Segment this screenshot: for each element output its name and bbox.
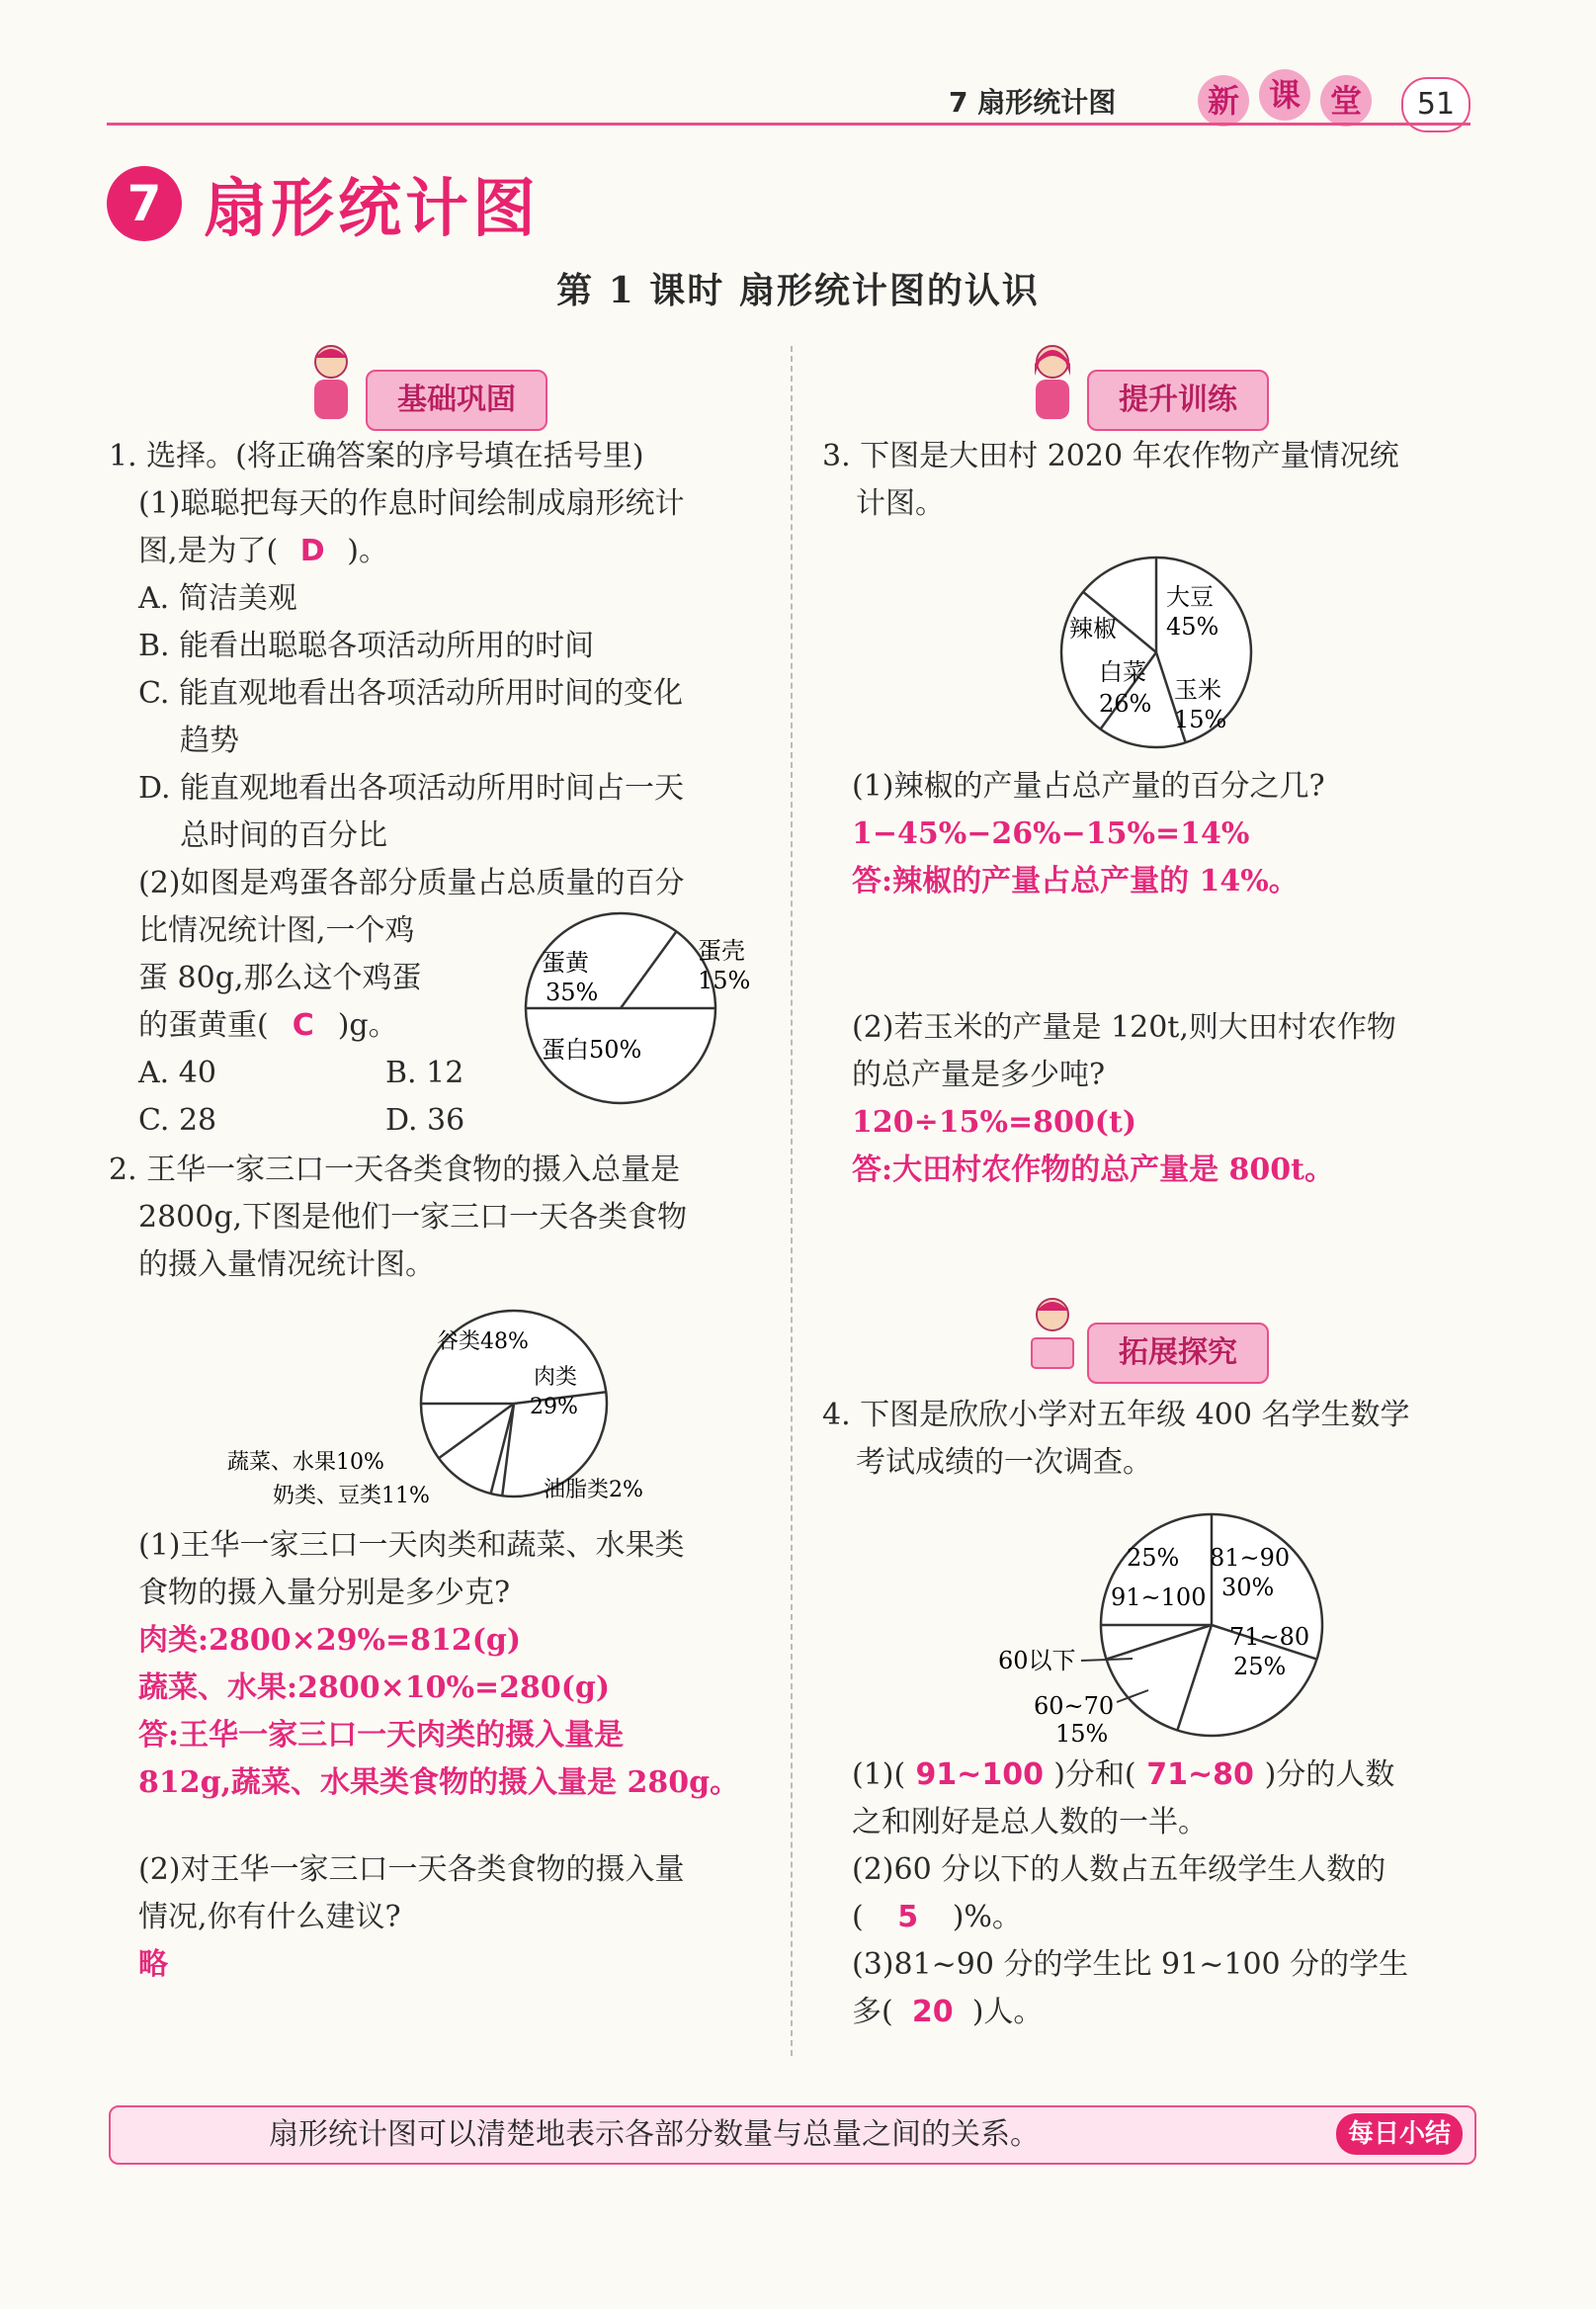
daily-summary-box	[109, 2105, 1476, 2165]
q3-part2-line1: (2)若玉米的产量是 120t,则大田村农作物	[852, 1010, 1396, 1045]
q2-answer-2: 蔬菜、水果:2800×10%=280(g)	[138, 1670, 611, 1705]
q4-part1-line2: 之和刚好是总人数的一半。	[852, 1805, 1208, 1839]
q2-answer-1: 肉类:2800×29%=812(g)	[138, 1623, 522, 1658]
q3-part1-answer-1: 1−45%−26%−15%=14%	[852, 816, 1250, 851]
q1-part2-line1: (2)如图是鸡蛋各部分质量占总质量的百分	[138, 866, 685, 900]
q1-part2-option-b: B. 12	[385, 1056, 464, 1090]
q4-part1-answer-1: 91~100	[915, 1757, 1044, 1792]
logo-char-1: 新	[1198, 75, 1249, 127]
q1-part2-option-c: C. 28	[138, 1103, 217, 1138]
score-label-d: 60以下	[998, 1647, 1076, 1674]
score-pie-chart	[988, 1502, 1344, 1750]
daily-summary-tag: 每日小结	[1336, 2113, 1463, 2155]
q4-line1: 4. 下图是欣欣小学对五年级 400 名学生数学	[822, 1398, 1410, 1432]
q1-part1-line1: (1)聪聪把每天的作息时间绘制成扇形统计	[138, 486, 685, 521]
food-label-grain: 谷类48%	[437, 1329, 529, 1354]
food-label-oil: 油脂类2%	[544, 1478, 643, 1502]
score-label-a-pct: 25%	[1127, 1544, 1180, 1572]
score-label-e: 60~70	[1034, 1692, 1115, 1720]
food-label-meat-pct: 29%	[530, 1395, 578, 1419]
q3-part2-answer-1: 120÷15%=800(t)	[852, 1105, 1137, 1140]
score-label-b-pct: 30%	[1221, 1574, 1275, 1601]
q1-part2-option-d: D. 36	[385, 1103, 465, 1138]
question-3	[822, 433, 1494, 528]
chapter-number-badge: 7	[107, 166, 182, 241]
q3-part2-answer-2: 答:大田村农作物的总产量是 800t。	[852, 1153, 1334, 1187]
egg-label-white: 蛋白50%	[542, 1036, 642, 1064]
q2-part2-line1: (2)对王华一家三口一天各类食物的摄入量	[138, 1852, 685, 1887]
egg-label-shell: 蛋壳	[698, 937, 745, 965]
q3-part1-answer-2: 答:辣椒的产量占总产量的 14%。	[852, 864, 1299, 898]
q2-part2-line2: 情况,你有什么建议?	[138, 1900, 401, 1934]
q3-part1: (1)辣椒的产量占总产量的百分之几?	[852, 769, 1325, 804]
section-advanced-banner: 提升训练	[1087, 370, 1269, 431]
score-label-a: 91~100	[1111, 1583, 1207, 1611]
q2-line2: 2800g,下图是他们一家三口一天各类食物	[138, 1200, 688, 1235]
logo-char-2: 课	[1259, 69, 1310, 121]
student-boy-icon	[304, 342, 358, 421]
q4-part1-line1: (1)( 91~100 )分和( 71~80 )分的人数	[822, 1752, 1494, 1799]
q4-part2-line1: (2)60 分以下的人数占五年级学生人数的	[852, 1852, 1386, 1887]
q2-answer-3: 答:王华一家三口一天肉类的摄入量是	[138, 1718, 625, 1753]
crop-label-corn: 玉米	[1174, 676, 1221, 704]
section-basic-banner: 基础巩固	[366, 370, 547, 431]
q2-part2-answer: 略	[138, 1947, 168, 1982]
q2-part1-line2: 食物的摄入量分别是多少克?	[138, 1576, 511, 1610]
q1-option-a: A. 简洁美观	[138, 581, 297, 616]
crop-label-pepper: 辣椒	[1069, 615, 1117, 642]
header-divider	[107, 123, 1470, 126]
food-label-meat: 肉类	[534, 1365, 578, 1390]
q4-part1-answer-2: 71~80	[1146, 1757, 1254, 1792]
student-reading-icon	[1026, 1295, 1079, 1374]
q2-part1-line1: (1)王华一家三口一天肉类和蔬菜、水果类	[138, 1528, 685, 1563]
q1-part2-line2: 比情况统计图,一个鸡	[138, 913, 415, 948]
student-girl-icon	[1026, 342, 1079, 421]
question-4-parts	[822, 1752, 1494, 2036]
score-label-e-pct: 15%	[1055, 1720, 1109, 1748]
daily-summary-text: 扇形统计图可以清楚地表示各部分数量与总量之间的关系。	[269, 2117, 1040, 2152]
q2-line3: 的摄入量情况统计图。	[138, 1247, 435, 1282]
q4-part3-line2: 多( 20 )人。	[822, 1989, 1494, 2036]
q1-option-c: C. 能直观地看出各项活动所用时间的变化	[138, 676, 683, 711]
q4-line2: 考试成绩的一次调查。	[856, 1445, 1152, 1480]
egg-pie-chart	[494, 909, 771, 1107]
q4-part2-answer: 5	[897, 1900, 919, 1934]
egg-label-yolk: 蛋黄	[542, 949, 589, 977]
page-number: 51	[1401, 77, 1470, 132]
section-extend-banner: 拓展探究	[1087, 1323, 1269, 1384]
q3-line1: 3. 下图是大田村 2020 年农作物产量情况统	[822, 439, 1399, 473]
crop-label-soy: 大豆	[1166, 583, 1214, 611]
food-label-dairy: 奶类、豆类11%	[273, 1484, 430, 1508]
q2-line1: 2. 王华一家三口一天各类食物的摄入总量是	[109, 1153, 681, 1187]
q1-option-d: D. 能直观地看出各项活动所用时间占一天	[138, 771, 685, 806]
question-3-parts	[822, 763, 1494, 1194]
q1-option-c-cont: 趋势	[180, 724, 239, 758]
q1-intro: 1. 选择。(将正确答案的序号填在括号里)	[109, 439, 644, 473]
q1-part2-option-a: A. 40	[138, 1056, 216, 1090]
food-pie-chart	[217, 1305, 692, 1522]
q4-part3-answer: 20	[911, 1995, 954, 2029]
q3-line2: 计图。	[856, 486, 945, 521]
question-4	[822, 1392, 1494, 1487]
egg-label-shell-pct: 15%	[698, 967, 751, 994]
q4-part2-line2: ( 5 )%。	[822, 1894, 1494, 1941]
score-label-b: 81~90	[1210, 1544, 1291, 1572]
q1-option-d-cont: 总时间的百分比	[180, 818, 387, 853]
q2-answer-4: 812g,蔬菜、水果类食物的摄入量是 280g。	[138, 1765, 740, 1800]
column-divider	[791, 346, 793, 2056]
q1-part2-line3: 蛋 80g,那么这个鸡蛋	[138, 961, 422, 995]
q1-part1-line2: 图,是为了( D )。	[109, 528, 781, 575]
crop-label-cabbage-pct: 26%	[1099, 690, 1152, 718]
crop-label-soy-pct: 45%	[1166, 613, 1219, 641]
crop-label-cabbage: 白菜	[1099, 658, 1146, 686]
food-label-veg: 蔬菜、水果10%	[227, 1450, 384, 1475]
q4-part3-line1: (3)81~90 分的学生比 91~100 分的学生	[852, 1947, 1409, 1982]
question-2	[109, 1147, 781, 1289]
q1-part2-line4: 的蛋黄重( C )g。	[109, 1002, 781, 1050]
lesson-title: 第 1 课时 扇形统计图的认识	[556, 270, 1040, 311]
question-2-parts	[109, 1522, 781, 1989]
crop-label-corn-pct: 15%	[1174, 706, 1227, 733]
egg-label-yolk-pct: 35%	[546, 979, 599, 1006]
header-chapter-label: 7 扇形统计图	[949, 86, 1117, 119]
score-label-c-pct: 25%	[1233, 1653, 1287, 1680]
score-label-c: 71~80	[1229, 1623, 1310, 1651]
q1-option-b: B. 能看出聪聪各项活动所用的时间	[138, 629, 595, 663]
logo-char-3: 堂	[1320, 75, 1372, 127]
q1-part2-answer: C	[292, 1008, 314, 1043]
q3-part2-line2: 的总产量是多少吨?	[852, 1058, 1106, 1092]
chapter-title: 扇形统计图	[204, 173, 540, 246]
q1-part1-answer: D	[299, 534, 325, 568]
crop-pie-chart	[1048, 554, 1285, 751]
